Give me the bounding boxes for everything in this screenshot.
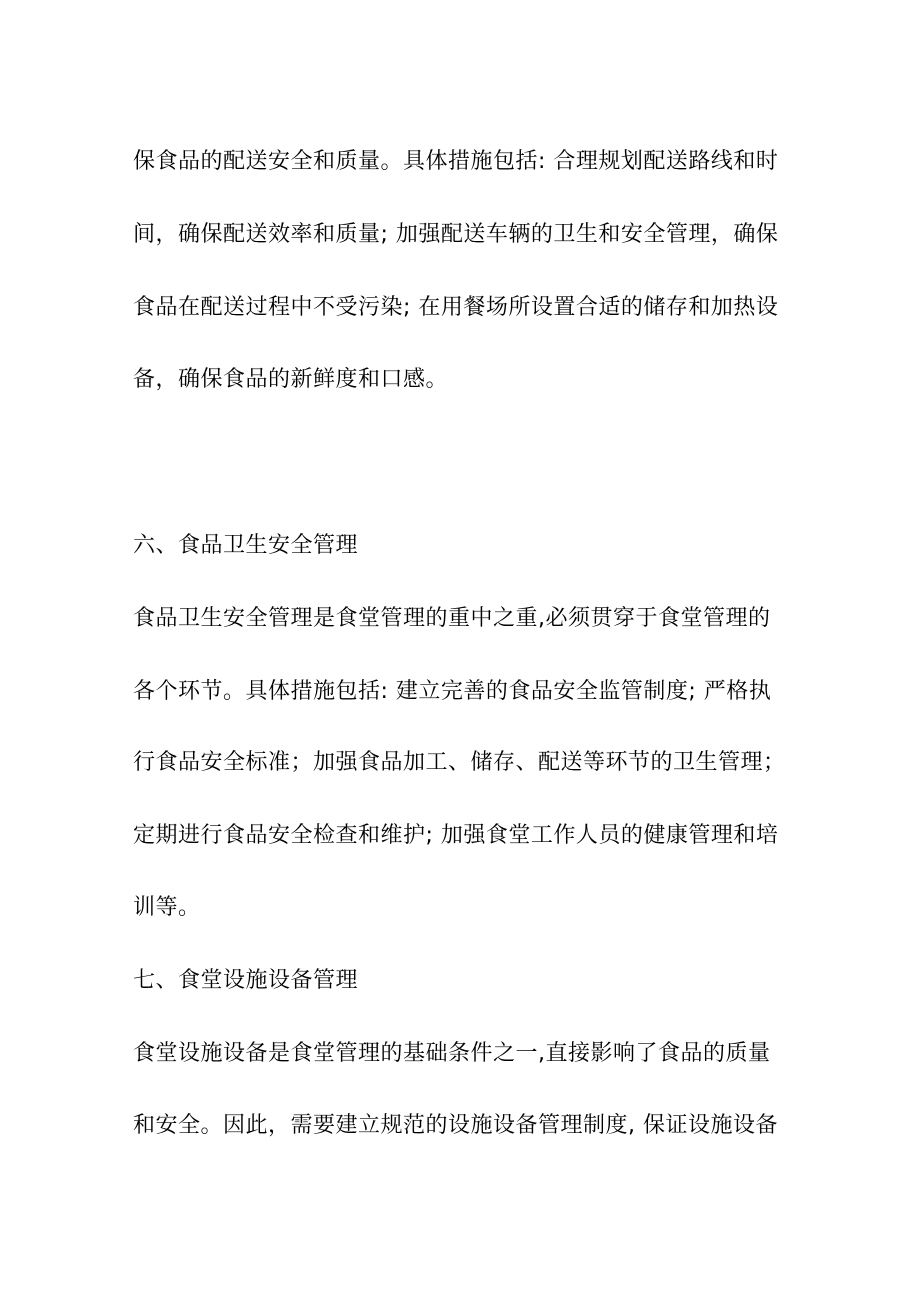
paragraph-line: 和安全。因此，需要建立规范的设施设备管理制度, 保证设施设备 [133, 1113, 778, 1138]
paragraph-line: 定期进行食品安全检查和维护; 加强食堂工作人员的健康管理和培 [133, 823, 779, 848]
paragraph-line: 食品在配送过程中不受污染; 在用餐场所设置合适的储存和加热设 [133, 295, 779, 320]
paragraph-line: 食品卫生安全管理是食堂管理的重中之重,必须贯穿于食堂管理的 [133, 606, 771, 631]
paragraph-line: 食堂设施设备是食堂管理的基础条件之一,直接影响了食品的质量 [133, 1041, 771, 1066]
paragraph-line: 行食品安全标准；加强食品加工、储存、配送等环节的卫生管理； [133, 750, 786, 775]
paragraph-line: 保食品的配送安全和质量。具体措施包括: 合理规划配送路线和时 [133, 149, 779, 174]
paragraph-line: 训等。 [133, 895, 201, 920]
paragraph-line: 备，确保食品的新鲜度和口感。 [133, 367, 449, 392]
section-heading: 七、食堂设施设备管理 [133, 968, 359, 993]
paragraph-line: 各个环节。具体措施包括: 建立完善的食品安全监管制度; 严格执 [133, 679, 772, 704]
section-heading: 六、食品卫生安全管理 [133, 533, 359, 558]
paragraph-line: 间，确保配送效率和质量; 加强配送车辆的卫生和安全管理，确保 [133, 222, 779, 247]
